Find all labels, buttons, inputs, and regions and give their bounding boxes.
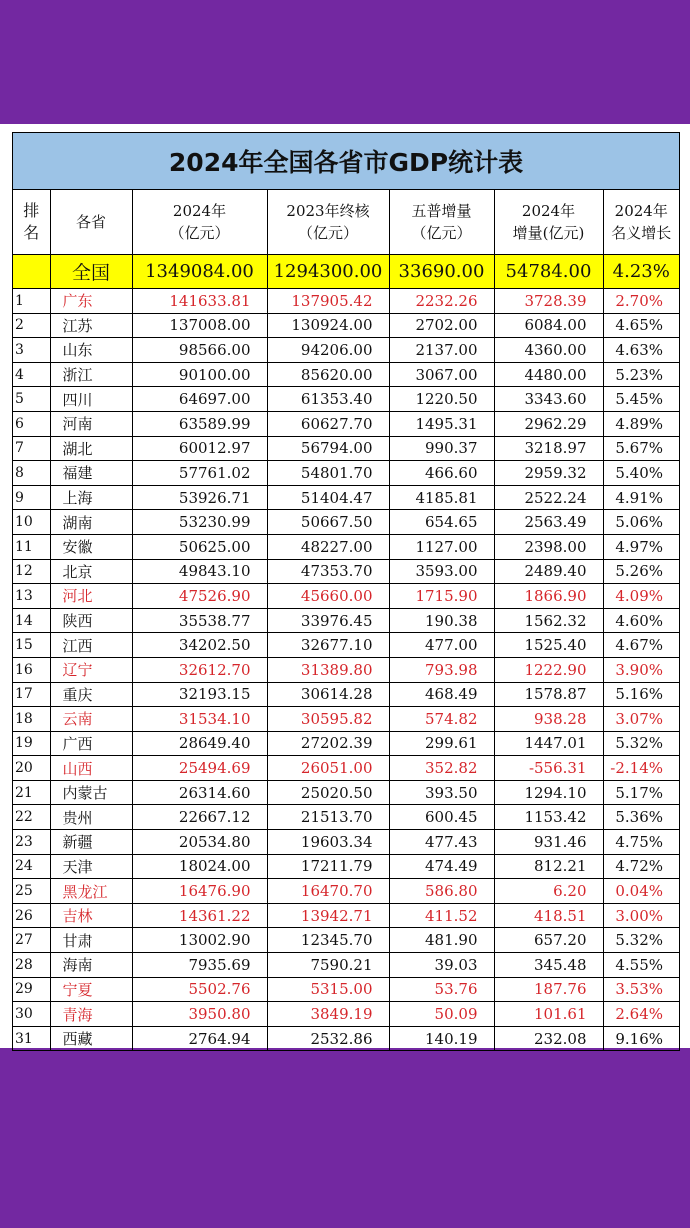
census-add-cell: 2702.00 — [389, 313, 494, 338]
rank-cell: 27 — [13, 928, 50, 953]
province-cell: 江西 — [50, 633, 132, 658]
gdp2024-cell: 18024.00 — [132, 854, 267, 879]
province-cell: 天津 — [50, 854, 132, 879]
growth-cell: 4.65% — [603, 313, 679, 338]
growth-cell: 4.55% — [603, 953, 679, 978]
gdp2024-cell: 90100.00 — [132, 362, 267, 387]
census-add-cell: 1220.50 — [389, 387, 494, 412]
gdp2023-cell: 32677.10 — [267, 633, 389, 658]
table-row — [13, 707, 679, 732]
gdp2024-cell: 53230.99 — [132, 510, 267, 535]
gdp2023-cell: 50667.50 — [267, 510, 389, 535]
province-cell: 四川 — [50, 387, 132, 412]
growth-cell: 4.60% — [603, 608, 679, 633]
province-cell: 河南 — [50, 411, 132, 436]
increase2024-cell: 3343.60 — [494, 387, 603, 412]
header-gdp2024: 2024年 （亿元） — [132, 190, 267, 255]
header-rank: 排 名 — [13, 190, 50, 255]
increase2024-cell: 1525.40 — [494, 633, 603, 658]
gdp2024-cell: 32612.70 — [132, 657, 267, 682]
gdp2023-cell: 48227.00 — [267, 534, 389, 559]
gdp2023-cell: 25020.50 — [267, 780, 389, 805]
gdp2024-cell: 53926.71 — [132, 485, 267, 510]
table-row — [13, 436, 679, 461]
increase2024-cell: 1222.90 — [494, 657, 603, 682]
increase2024-cell: 931.46 — [494, 830, 603, 855]
census-add-cell: 477.00 — [389, 633, 494, 658]
census-add-cell: 140.19 — [389, 1026, 494, 1050]
gdp2023-cell: 137905.42 — [267, 289, 389, 314]
rank-cell: 16 — [13, 657, 50, 682]
gdp2023-cell: 21513.70 — [267, 805, 389, 830]
increase2024-cell: 2398.00 — [494, 534, 603, 559]
header-row — [13, 190, 679, 255]
table-row — [13, 953, 679, 978]
rank-cell: 14 — [13, 608, 50, 633]
table-row — [13, 313, 679, 338]
increase2024-cell: 1447.01 — [494, 731, 603, 756]
growth-cell: 4.97% — [603, 534, 679, 559]
table-row — [13, 289, 679, 314]
rank-cell: 12 — [13, 559, 50, 584]
increase2024-cell: 3728.39 — [494, 289, 603, 314]
province-cell: 广东 — [50, 289, 132, 314]
gdp2023-cell: 56794.00 — [267, 436, 389, 461]
census-add-cell: 411.52 — [389, 903, 494, 928]
gdp2023-cell: 45660.00 — [267, 584, 389, 609]
header-census-add: 五普增量 （亿元） — [389, 190, 494, 255]
increase2024-cell: 1294.10 — [494, 780, 603, 805]
total-increase2024: 54784.00 — [494, 255, 603, 289]
province-cell: 陕西 — [50, 608, 132, 633]
table-row — [13, 682, 679, 707]
gdp2024-cell: 35538.77 — [132, 608, 267, 633]
gdp-table-frame — [12, 132, 680, 1051]
rank-cell: 31 — [13, 1026, 50, 1050]
table-row — [13, 559, 679, 584]
table-row — [13, 461, 679, 486]
table-row — [13, 387, 679, 412]
gdp2023-cell: 85620.00 — [267, 362, 389, 387]
rank-cell: 8 — [13, 461, 50, 486]
province-cell: 新疆 — [50, 830, 132, 855]
table-row — [13, 731, 679, 756]
table-row — [13, 608, 679, 633]
gdp2023-cell: 30595.82 — [267, 707, 389, 732]
gdp2023-cell: 5315.00 — [267, 977, 389, 1002]
total-rank-cell — [13, 255, 50, 289]
table-row — [13, 510, 679, 535]
census-add-cell: 393.50 — [389, 780, 494, 805]
province-cell: 贵州 — [50, 805, 132, 830]
increase2024-cell: 6.20 — [494, 879, 603, 904]
gdp2023-cell: 30614.28 — [267, 682, 389, 707]
census-add-cell: 2137.00 — [389, 338, 494, 363]
rank-cell: 19 — [13, 731, 50, 756]
table-row — [13, 1002, 679, 1027]
total-name: 全国 — [50, 255, 132, 289]
province-cell: 甘肃 — [50, 928, 132, 953]
increase2024-cell: 1578.87 — [494, 682, 603, 707]
growth-cell: 2.64% — [603, 1002, 679, 1027]
census-add-cell: 50.09 — [389, 1002, 494, 1027]
gdp2024-cell: 32193.15 — [132, 682, 267, 707]
rank-cell: 11 — [13, 534, 50, 559]
gdp2023-cell: 3849.19 — [267, 1002, 389, 1027]
increase2024-cell: 2563.49 — [494, 510, 603, 535]
increase2024-cell: 345.48 — [494, 953, 603, 978]
census-add-cell: 53.76 — [389, 977, 494, 1002]
province-cell: 山东 — [50, 338, 132, 363]
province-cell: 重庆 — [50, 682, 132, 707]
table-row — [13, 584, 679, 609]
growth-cell: 9.16% — [603, 1026, 679, 1050]
province-cell: 西藏 — [50, 1026, 132, 1050]
gdp2023-cell: 130924.00 — [267, 313, 389, 338]
rank-cell: 18 — [13, 707, 50, 732]
increase2024-cell: 6084.00 — [494, 313, 603, 338]
census-add-cell: 1715.90 — [389, 584, 494, 609]
increase2024-cell: 101.61 — [494, 1002, 603, 1027]
increase2024-cell: 418.51 — [494, 903, 603, 928]
increase2024-cell: 1153.42 — [494, 805, 603, 830]
gdp2024-cell: 31534.10 — [132, 707, 267, 732]
growth-cell: 0.04% — [603, 879, 679, 904]
growth-cell: 3.53% — [603, 977, 679, 1002]
rank-cell: 13 — [13, 584, 50, 609]
gdp2023-cell: 27202.39 — [267, 731, 389, 756]
census-add-cell: 1127.00 — [389, 534, 494, 559]
rank-cell: 29 — [13, 977, 50, 1002]
gdp2024-cell: 28649.40 — [132, 731, 267, 756]
gdp2023-cell: 16470.70 — [267, 879, 389, 904]
gdp2024-cell: 26314.60 — [132, 780, 267, 805]
province-cell: 安徽 — [50, 534, 132, 559]
growth-cell: 4.91% — [603, 485, 679, 510]
table-row — [13, 928, 679, 953]
census-add-cell: 3067.00 — [389, 362, 494, 387]
gdp2023-cell: 12345.70 — [267, 928, 389, 953]
gdp2023-cell: 51404.47 — [267, 485, 389, 510]
increase2024-cell: 1562.32 — [494, 608, 603, 633]
gdp2023-cell: 13942.71 — [267, 903, 389, 928]
growth-cell: 4.72% — [603, 854, 679, 879]
gdp2024-cell: 7935.69 — [132, 953, 267, 978]
table-row — [13, 756, 679, 781]
growth-cell: 5.32% — [603, 731, 679, 756]
increase2024-cell: 2522.24 — [494, 485, 603, 510]
census-add-cell: 574.82 — [389, 707, 494, 732]
growth-cell: -2.14% — [603, 756, 679, 781]
rank-cell: 17 — [13, 682, 50, 707]
rank-cell: 25 — [13, 879, 50, 904]
growth-cell: 3.07% — [603, 707, 679, 732]
total-gdp2024: 1349084.00 — [132, 255, 267, 289]
header-gdp2023: 2023年终核 （亿元） — [267, 190, 389, 255]
total-census-add: 33690.00 — [389, 255, 494, 289]
rank-cell: 21 — [13, 780, 50, 805]
table-row — [13, 657, 679, 682]
province-cell: 吉林 — [50, 903, 132, 928]
total-row — [13, 255, 679, 289]
gdp2023-cell: 54801.70 — [267, 461, 389, 486]
province-cell: 青海 — [50, 1002, 132, 1027]
increase2024-cell: 2489.40 — [494, 559, 603, 584]
province-cell: 福建 — [50, 461, 132, 486]
growth-cell: 4.63% — [603, 338, 679, 363]
rank-cell: 22 — [13, 805, 50, 830]
gdp2024-cell: 98566.00 — [132, 338, 267, 363]
gdp2023-cell: 19603.34 — [267, 830, 389, 855]
gdp2024-cell: 3950.80 — [132, 1002, 267, 1027]
census-add-cell: 468.49 — [389, 682, 494, 707]
table-row — [13, 534, 679, 559]
gdp2024-cell: 5502.76 — [132, 977, 267, 1002]
growth-cell: 5.45% — [603, 387, 679, 412]
gdp2023-cell: 94206.00 — [267, 338, 389, 363]
growth-cell: 2.70% — [603, 289, 679, 314]
gdp2024-cell: 34202.50 — [132, 633, 267, 658]
growth-cell: 4.67% — [603, 633, 679, 658]
census-add-cell: 3593.00 — [389, 559, 494, 584]
gdp2023-cell: 47353.70 — [267, 559, 389, 584]
gdp2024-cell: 16476.90 — [132, 879, 267, 904]
growth-cell: 5.67% — [603, 436, 679, 461]
census-add-cell: 793.98 — [389, 657, 494, 682]
increase2024-cell: 4360.00 — [494, 338, 603, 363]
province-cell: 北京 — [50, 559, 132, 584]
rank-cell: 23 — [13, 830, 50, 855]
gdp2023-cell: 31389.80 — [267, 657, 389, 682]
growth-cell: 5.06% — [603, 510, 679, 535]
gdp2024-cell: 137008.00 — [132, 313, 267, 338]
province-cell: 内蒙古 — [50, 780, 132, 805]
gdp2024-cell: 22667.12 — [132, 805, 267, 830]
table-row — [13, 903, 679, 928]
gdp2024-cell: 64697.00 — [132, 387, 267, 412]
table-row — [13, 485, 679, 510]
province-cell: 河北 — [50, 584, 132, 609]
increase2024-cell: 812.21 — [494, 854, 603, 879]
header-growth: 2024年 名义增长 — [603, 190, 679, 255]
rank-cell: 26 — [13, 903, 50, 928]
census-add-cell: 2232.26 — [389, 289, 494, 314]
province-cell: 江苏 — [50, 313, 132, 338]
census-add-cell: 1495.31 — [389, 411, 494, 436]
document-sheet — [0, 124, 690, 1048]
census-add-cell: 299.61 — [389, 731, 494, 756]
province-cell: 广西 — [50, 731, 132, 756]
growth-cell: 3.90% — [603, 657, 679, 682]
rank-cell: 28 — [13, 953, 50, 978]
header-province: 各省 — [50, 190, 132, 255]
increase2024-cell: 657.20 — [494, 928, 603, 953]
growth-cell: 5.16% — [603, 682, 679, 707]
increase2024-cell: 4480.00 — [494, 362, 603, 387]
gdp2023-cell: 2532.86 — [267, 1026, 389, 1050]
table-row — [13, 780, 679, 805]
rank-cell: 4 — [13, 362, 50, 387]
province-cell: 山西 — [50, 756, 132, 781]
growth-cell: 5.17% — [603, 780, 679, 805]
gdp2024-cell: 2764.94 — [132, 1026, 267, 1050]
rank-cell: 30 — [13, 1002, 50, 1027]
gdp2024-cell: 63589.99 — [132, 411, 267, 436]
table-row — [13, 633, 679, 658]
growth-cell: 5.26% — [603, 559, 679, 584]
rank-cell: 15 — [13, 633, 50, 658]
census-add-cell: 586.80 — [389, 879, 494, 904]
census-add-cell: 481.90 — [389, 928, 494, 953]
gdp2024-cell: 57761.02 — [132, 461, 267, 486]
gdp2023-cell: 7590.21 — [267, 953, 389, 978]
gdp2023-cell: 26051.00 — [267, 756, 389, 781]
rank-cell: 24 — [13, 854, 50, 879]
table-row — [13, 805, 679, 830]
census-add-cell: 477.43 — [389, 830, 494, 855]
growth-cell: 4.09% — [603, 584, 679, 609]
increase2024-cell: 1866.90 — [494, 584, 603, 609]
growth-cell: 3.00% — [603, 903, 679, 928]
gdp2024-cell: 14361.22 — [132, 903, 267, 928]
gdp2024-cell: 60012.97 — [132, 436, 267, 461]
increase2024-cell: 2959.32 — [494, 461, 603, 486]
province-cell: 湖北 — [50, 436, 132, 461]
gdp2023-cell: 17211.79 — [267, 854, 389, 879]
census-add-cell: 600.45 — [389, 805, 494, 830]
census-add-cell: 190.38 — [389, 608, 494, 633]
gdp2024-cell: 141633.81 — [132, 289, 267, 314]
rank-cell: 1 — [13, 289, 50, 314]
increase2024-cell: 232.08 — [494, 1026, 603, 1050]
increase2024-cell: 2962.29 — [494, 411, 603, 436]
growth-cell: 5.40% — [603, 461, 679, 486]
table-row — [13, 338, 679, 363]
gdp2024-cell: 13002.90 — [132, 928, 267, 953]
increase2024-cell: 3218.97 — [494, 436, 603, 461]
rank-cell: 6 — [13, 411, 50, 436]
table-row — [13, 1026, 679, 1050]
gdp2023-cell: 61353.40 — [267, 387, 389, 412]
table-row — [13, 854, 679, 879]
gdp2024-cell: 47526.90 — [132, 584, 267, 609]
census-add-cell: 4185.81 — [389, 485, 494, 510]
increase2024-cell: 187.76 — [494, 977, 603, 1002]
province-cell: 海南 — [50, 953, 132, 978]
province-cell: 宁夏 — [50, 977, 132, 1002]
growth-cell: 5.36% — [603, 805, 679, 830]
province-cell: 浙江 — [50, 362, 132, 387]
gdp2024-cell: 49843.10 — [132, 559, 267, 584]
gdp2023-cell: 33976.45 — [267, 608, 389, 633]
rank-cell: 5 — [13, 387, 50, 412]
gdp-table — [13, 190, 679, 1050]
province-cell: 黑龙江 — [50, 879, 132, 904]
growth-cell: 4.75% — [603, 830, 679, 855]
table-title: 2024年全国各省市GDP统计表 — [13, 133, 679, 190]
growth-cell: 5.32% — [603, 928, 679, 953]
total-gdp2023: 1294300.00 — [267, 255, 389, 289]
rank-cell: 3 — [13, 338, 50, 363]
gdp2024-cell: 50625.00 — [132, 534, 267, 559]
census-add-cell: 352.82 — [389, 756, 494, 781]
gdp2024-cell: 25494.69 — [132, 756, 267, 781]
rank-cell: 10 — [13, 510, 50, 535]
increase2024-cell: 938.28 — [494, 707, 603, 732]
census-add-cell: 466.60 — [389, 461, 494, 486]
table-row — [13, 362, 679, 387]
rank-cell: 9 — [13, 485, 50, 510]
census-add-cell: 474.49 — [389, 854, 494, 879]
rank-cell: 20 — [13, 756, 50, 781]
total-growth: 4.23% — [603, 255, 679, 289]
province-cell: 上海 — [50, 485, 132, 510]
census-add-cell: 654.65 — [389, 510, 494, 535]
province-cell: 辽宁 — [50, 657, 132, 682]
increase2024-cell: -556.31 — [494, 756, 603, 781]
census-add-cell: 990.37 — [389, 436, 494, 461]
rank-cell: 2 — [13, 313, 50, 338]
province-cell: 云南 — [50, 707, 132, 732]
census-add-cell: 39.03 — [389, 953, 494, 978]
province-cell: 湖南 — [50, 510, 132, 535]
growth-cell: 5.23% — [603, 362, 679, 387]
table-row — [13, 977, 679, 1002]
header-increase2024: 2024年 增量(亿元) — [494, 190, 603, 255]
gdp2024-cell: 20534.80 — [132, 830, 267, 855]
gdp2023-cell: 60627.70 — [267, 411, 389, 436]
rank-cell: 7 — [13, 436, 50, 461]
table-row — [13, 879, 679, 904]
table-row — [13, 411, 679, 436]
growth-cell: 4.89% — [603, 411, 679, 436]
table-row — [13, 830, 679, 855]
